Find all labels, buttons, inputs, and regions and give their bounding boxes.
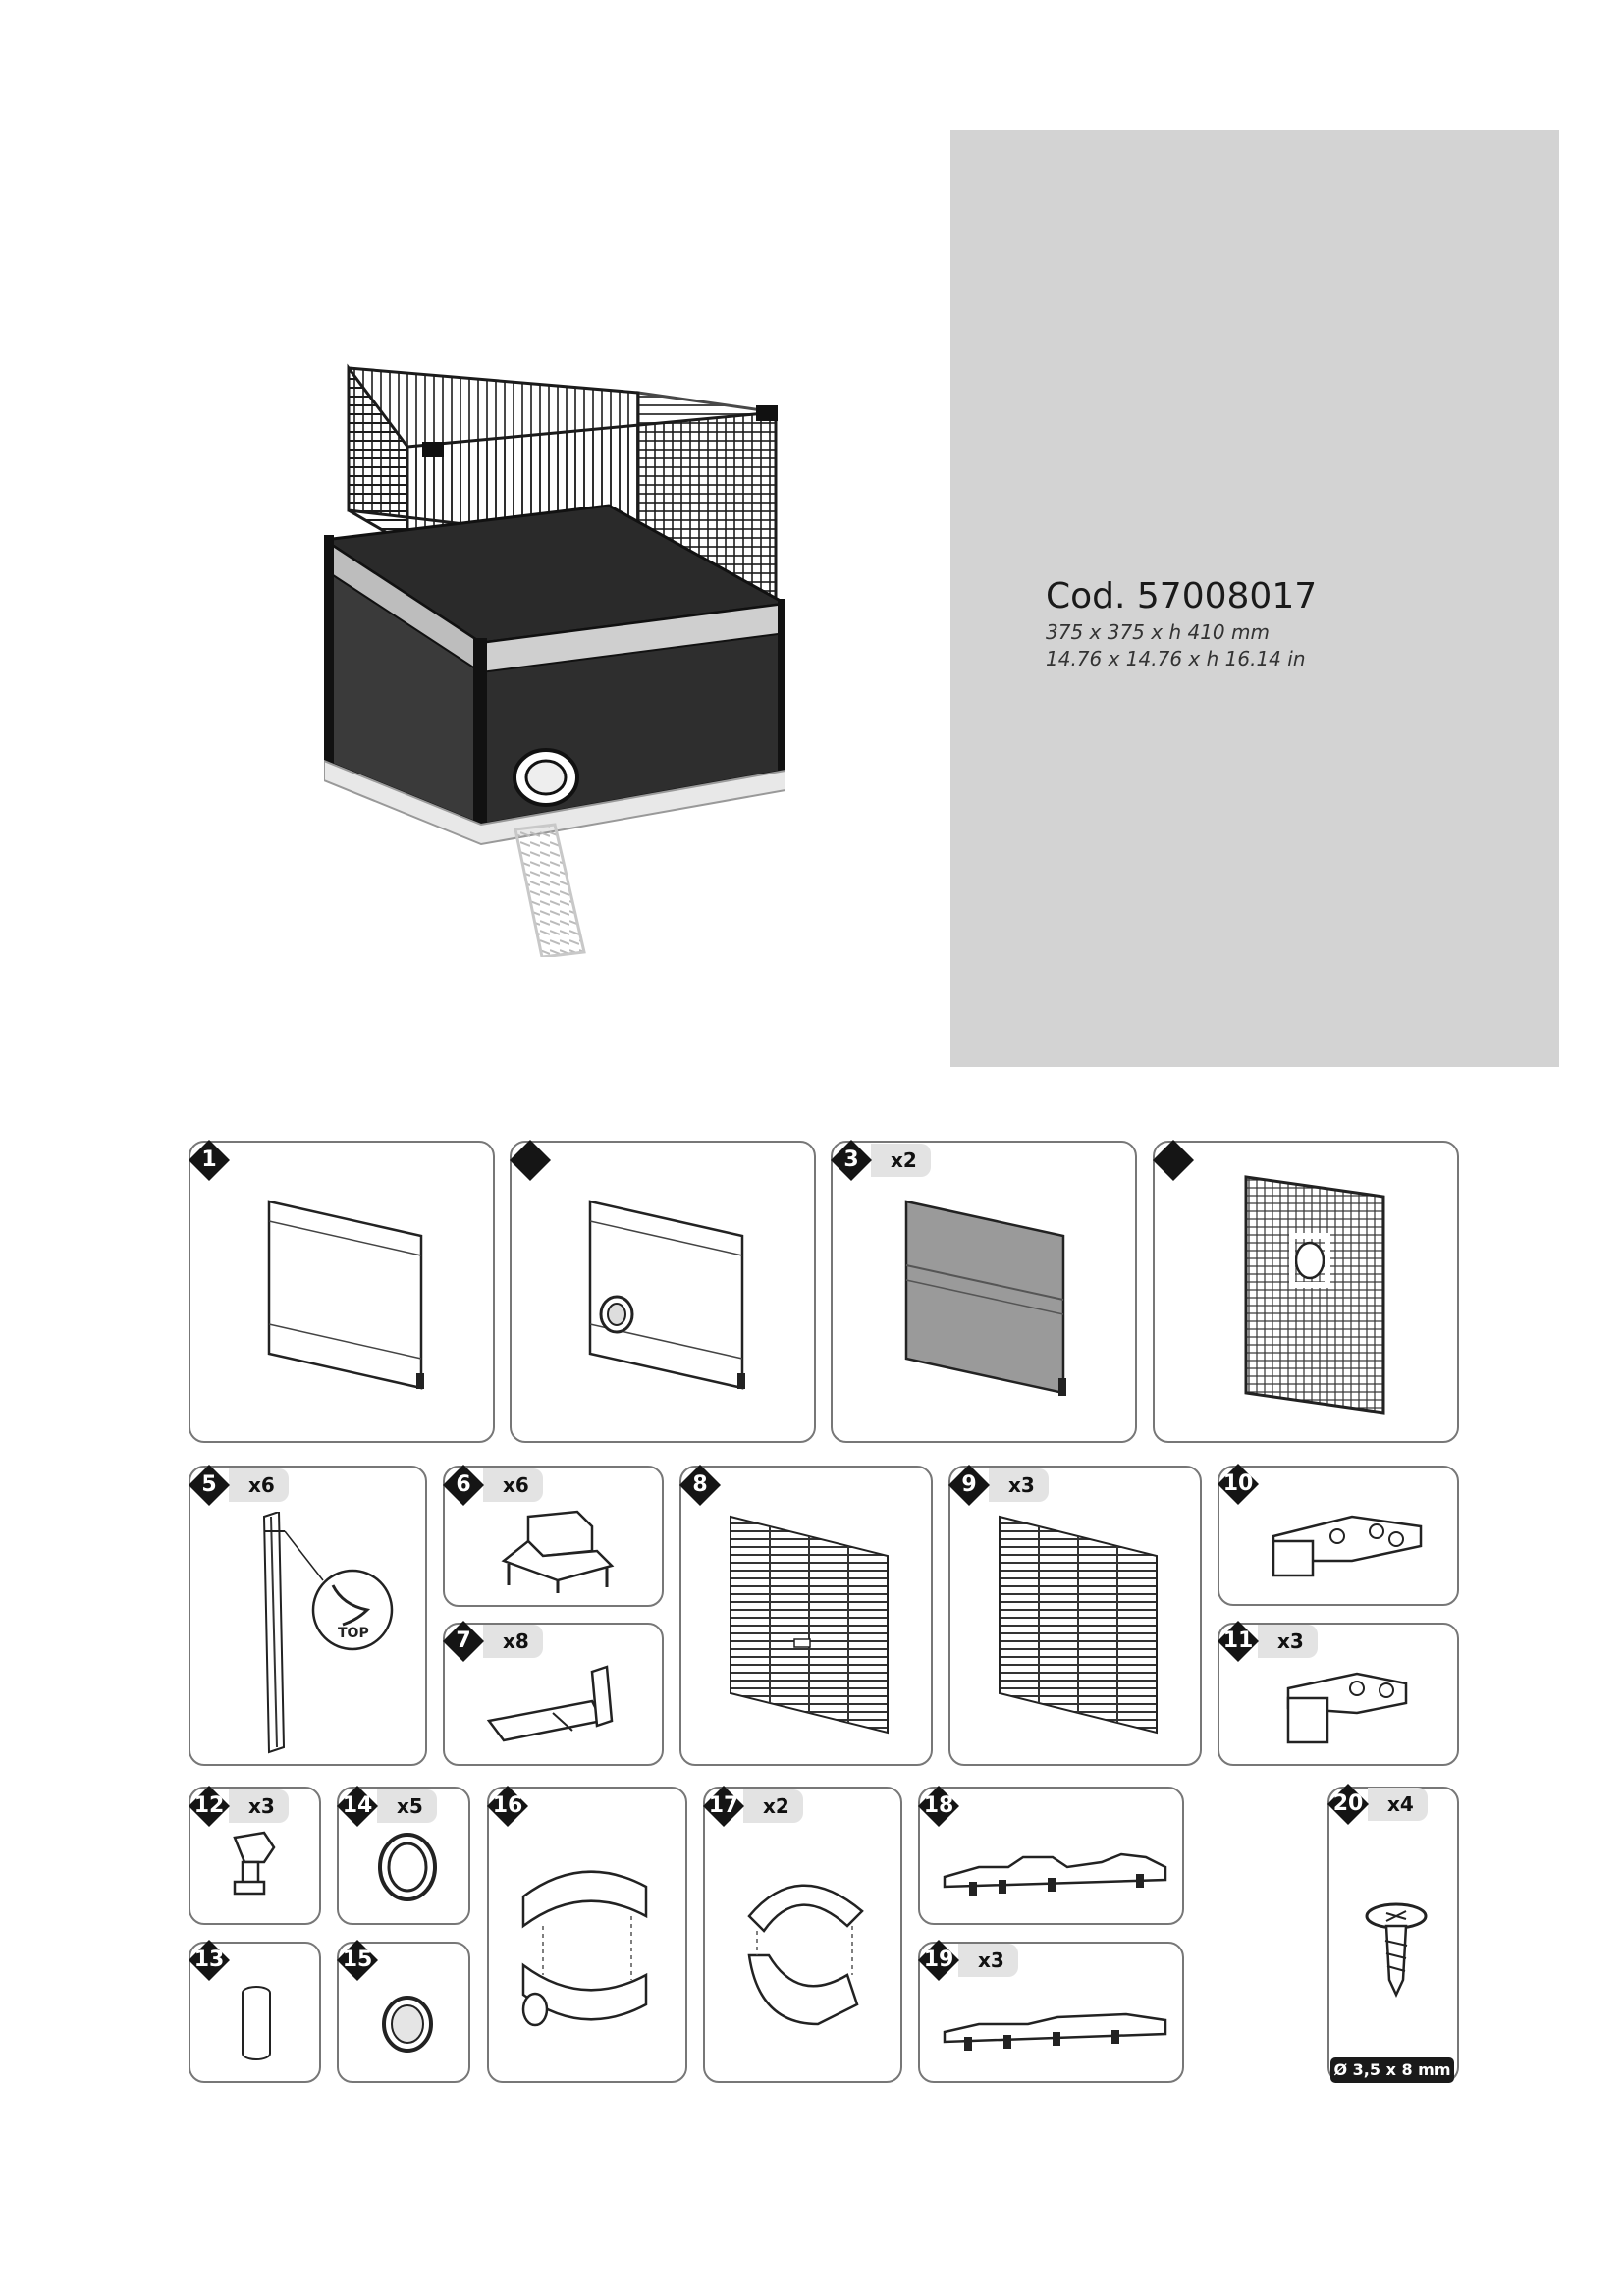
latch-drawing — [225, 1828, 284, 1906]
part-quantity: x2 — [871, 1144, 931, 1177]
part-badge: 13 — [188, 1939, 231, 1982]
part-badge: 11 — [1217, 1620, 1260, 1663]
part-quantity: x3 — [989, 1468, 1049, 1502]
part-quantity: x8 — [483, 1625, 543, 1658]
screw-drawing — [1362, 1896, 1431, 2004]
part-quantity: x6 — [483, 1468, 543, 1502]
side-rail-drawing — [940, 1993, 1170, 2061]
straight-tube-drawing — [514, 1857, 661, 2054]
spacer-tube-drawing — [235, 1983, 279, 2066]
wire-front-panel-drawing — [726, 1512, 893, 1737]
base-rail-drawing — [940, 1833, 1170, 1906]
part-9-card — [948, 1466, 1202, 1766]
part-badge: 20 — [1326, 1783, 1370, 1826]
part-4-card — [1153, 1141, 1459, 1443]
cap-drawing — [378, 1993, 437, 2056]
part-badge: 18 — [917, 1785, 960, 1828]
part-16-card — [487, 1787, 687, 2083]
part-quantity: x3 — [229, 1789, 289, 1823]
part-8-card — [679, 1466, 933, 1766]
part-quantity: x3 — [1258, 1625, 1318, 1658]
part-quantity: x3 — [958, 1944, 1018, 1977]
part-20-card — [1327, 1787, 1459, 2083]
part-badge: 8 — [678, 1464, 722, 1507]
part-5-card — [189, 1466, 427, 1766]
panel-with-hole-drawing — [585, 1197, 752, 1393]
part-quantity: x5 — [377, 1789, 437, 1823]
part-badge: 12 — [188, 1785, 231, 1828]
part-quantity: x2 — [743, 1789, 803, 1823]
cage-illustration — [324, 348, 785, 957]
part-badge: 17 — [702, 1785, 745, 1828]
curved-tube-drawing — [739, 1857, 877, 2054]
part-badge: 14 — [336, 1785, 379, 1828]
top-label: TOP — [338, 1626, 369, 1641]
part-2-card — [510, 1141, 816, 1443]
corner-bracket-drawing — [484, 1652, 631, 1750]
part-badge: 10 — [1217, 1463, 1260, 1506]
part-3-card — [831, 1141, 1137, 1443]
part-badge: 9 — [947, 1464, 991, 1507]
part-quantity: x4 — [1368, 1788, 1428, 1821]
part-badge: 6 — [442, 1464, 485, 1507]
tinted-panel-drawing — [901, 1197, 1073, 1403]
wire-side-panel-drawing — [995, 1512, 1162, 1737]
small-clip-drawing — [1278, 1659, 1416, 1757]
part-1-card — [189, 1141, 495, 1443]
screw-size-label: Ø 3,5 x 8 mm — [1330, 2057, 1454, 2083]
part-badge: 16 — [486, 1785, 529, 1828]
product-code: Cod. 57008017 — [1046, 576, 1318, 616]
spec-panel — [950, 130, 1559, 1067]
part-badge: 1 — [188, 1139, 231, 1182]
dimensions-in: 14.76 x 14.76 x h 16.14 in — [1046, 647, 1306, 670]
clip-connector-drawing — [1264, 1502, 1431, 1590]
part-17-card — [703, 1787, 902, 2083]
part-quantity: x6 — [229, 1468, 289, 1502]
corner-post-drawing — [230, 1512, 397, 1757]
part-badge: 19 — [917, 1939, 960, 1982]
side-panel-drawing — [264, 1197, 431, 1393]
mesh-grid-panel-drawing — [1241, 1172, 1388, 1417]
ring-drawing — [373, 1828, 442, 1906]
part-badge: 3 — [830, 1139, 873, 1182]
part-badge: 15 — [336, 1939, 379, 1982]
part-badge — [509, 1139, 552, 1182]
dimensions-mm: 375 x 375 x h 410 mm — [1046, 620, 1270, 644]
part-badge: 5 — [188, 1464, 231, 1507]
part-badge — [1152, 1139, 1195, 1182]
corner-connector-drawing — [499, 1507, 617, 1595]
part-badge: 7 — [442, 1620, 485, 1663]
